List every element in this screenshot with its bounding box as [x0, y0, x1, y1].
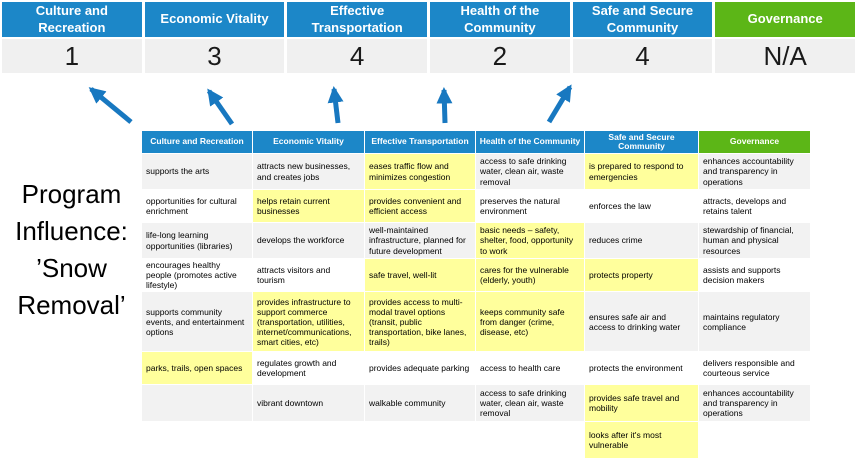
matrix-cell [365, 422, 475, 458]
matrix-row [142, 259, 810, 291]
matrix-row [142, 385, 810, 421]
matrix-cell: supports the arts [142, 154, 252, 189]
matrix-cell: stewardship of financial, human and physical resources [699, 223, 810, 258]
arrow-culture-icon [91, 89, 131, 122]
matrix-column-header: Safe and Secure Community [585, 131, 698, 153]
matrix-header-row [142, 131, 810, 153]
matrix-cell: opportunities for cultural enrichment [142, 190, 252, 222]
matrix-column-header: Economic Vitality [253, 131, 364, 153]
priority-banner-headers [2, 2, 855, 37]
arrow-economic-icon [209, 91, 232, 124]
banner-header-cell-safety [573, 2, 713, 37]
matrix-cell: attracts new businesses, and creates jobs [253, 154, 364, 189]
matrix-cell: enforces the law [585, 190, 698, 222]
matrix-cell: access to safe drinking water, clean air, waste removal [476, 385, 584, 421]
influence-matrix-table [141, 130, 811, 459]
matrix-cell: helps retain current businesses [253, 190, 364, 222]
score-transportation: 4 [287, 39, 427, 73]
matrix-cell: access to health care [476, 352, 584, 384]
banner-header-label: Health of the Community [460, 3, 540, 35]
matrix-cell: preserves the natural environment [476, 190, 584, 222]
banner-header-cell-transportation [287, 2, 427, 37]
matrix-cell: parks, trails, open spaces [142, 352, 252, 384]
matrix-cell: attracts visitors and tourism [253, 259, 364, 291]
title-line-3: ’Snow [36, 253, 107, 283]
title-line-2: Influence: [15, 216, 128, 246]
matrix-cell [142, 422, 252, 458]
score-economic: 3 [145, 39, 285, 73]
matrix-cell: well-maintained infrastructure, planned for future development [365, 223, 475, 258]
program-influence-title [0, 176, 143, 324]
score-governance: N/A [715, 39, 855, 73]
matrix-cell [253, 422, 364, 458]
matrix-row [142, 223, 810, 258]
score-health: 2 [430, 39, 570, 73]
matrix-cell: enhances accountability and transparency in operations [699, 154, 810, 189]
matrix-row [142, 190, 810, 222]
arrow-transportation-icon [334, 89, 338, 123]
matrix-cell: eases traffic flow and minimizes congestion [365, 154, 475, 189]
matrix-cell: walkable community [365, 385, 475, 421]
matrix-row [142, 352, 810, 384]
matrix-cell: protects the environment [585, 352, 698, 384]
matrix-cell: vibrant downtown [253, 385, 364, 421]
banner-header-cell-health [430, 2, 570, 37]
matrix-cell: protects property [585, 259, 698, 291]
matrix-cell: provides adequate parking [365, 352, 475, 384]
matrix-body [142, 154, 810, 458]
banner-header-cell-governance [715, 2, 855, 37]
banner-header-label: Governance [747, 11, 823, 27]
arrow-health-icon [444, 90, 445, 123]
matrix-cell: looks after it's most vulnerable [585, 422, 698, 458]
matrix-cell: provides convenient and efficient access [365, 190, 475, 222]
influence-arrows [0, 74, 859, 130]
matrix-cell: provides safe travel and mobility [585, 385, 698, 421]
matrix-column-header: Effective Transportation [365, 131, 475, 153]
banner-header-label: Culture and Recreation [35, 3, 108, 35]
matrix-cell [476, 422, 584, 458]
matrix-cell: reduces crime [585, 223, 698, 258]
score-safety: 4 [573, 39, 713, 73]
matrix-cell: regulates growth and development [253, 352, 364, 384]
title-line-4: Removal’ [17, 290, 126, 320]
matrix-cell: keeps community safe from danger (crime, disease, etc) [476, 292, 584, 351]
matrix-cell: supports community events, and entertainment options [142, 292, 252, 351]
banner-header-label: Economic Vitality [160, 11, 269, 27]
matrix-cell: provides infrastructure to support commerce (transportation, utilities, internet/communications, smart cities, etc) [253, 292, 364, 351]
matrix-row [142, 422, 810, 458]
banner-header-label: Safe and Secure Community [591, 3, 694, 35]
matrix-cell: encourages healthy people (promotes active lifestyle) [142, 259, 252, 291]
matrix-cell: develops the workforce [253, 223, 364, 258]
matrix-cell [142, 385, 252, 421]
banner-header-cell-economic [145, 2, 285, 37]
matrix-cell: cares for the vulnerable (elderly, youth) [476, 259, 584, 291]
matrix-cell: assists and supports decision makers [699, 259, 810, 291]
matrix-cell: delivers responsible and courteous service [699, 352, 810, 384]
priority-banner-scores [2, 39, 855, 73]
matrix-column-header: Health of the Community [476, 131, 584, 153]
banner-header-cell-culture [2, 2, 142, 37]
score-culture: 1 [2, 39, 142, 73]
matrix-cell: maintains regulatory compliance [699, 292, 810, 351]
banner-header-label: Effective Transportation [311, 3, 403, 35]
matrix-row [142, 154, 810, 189]
matrix-cell: access to safe drinking water, clean air, waste removal [476, 154, 584, 189]
matrix-cell: is prepared to respond to emergencies [585, 154, 698, 189]
matrix-cell: ensures safe air and access to drinking water [585, 292, 698, 351]
arrow-safety-icon [549, 87, 570, 122]
matrix-column-header: Governance [699, 131, 810, 153]
matrix-cell: enhances accountability and transparency in operations [699, 385, 810, 421]
matrix-cell: provides access to multi-modal travel options (transit, public transportation, bike lanes, trails) [365, 292, 475, 351]
matrix-cell: attracts, develops and retains talent [699, 190, 810, 222]
matrix-row [142, 292, 810, 351]
title-line-1: Program [21, 179, 122, 209]
matrix-cell: safe travel, well-lit [365, 259, 475, 291]
matrix-cell: basic needs – safety, shelter, food, opportunity to work [476, 223, 584, 258]
matrix-cell: life-long learning opportunities (libraries) [142, 223, 252, 258]
matrix-cell [699, 422, 810, 458]
matrix-column-header: Culture and Recreation [142, 131, 252, 153]
